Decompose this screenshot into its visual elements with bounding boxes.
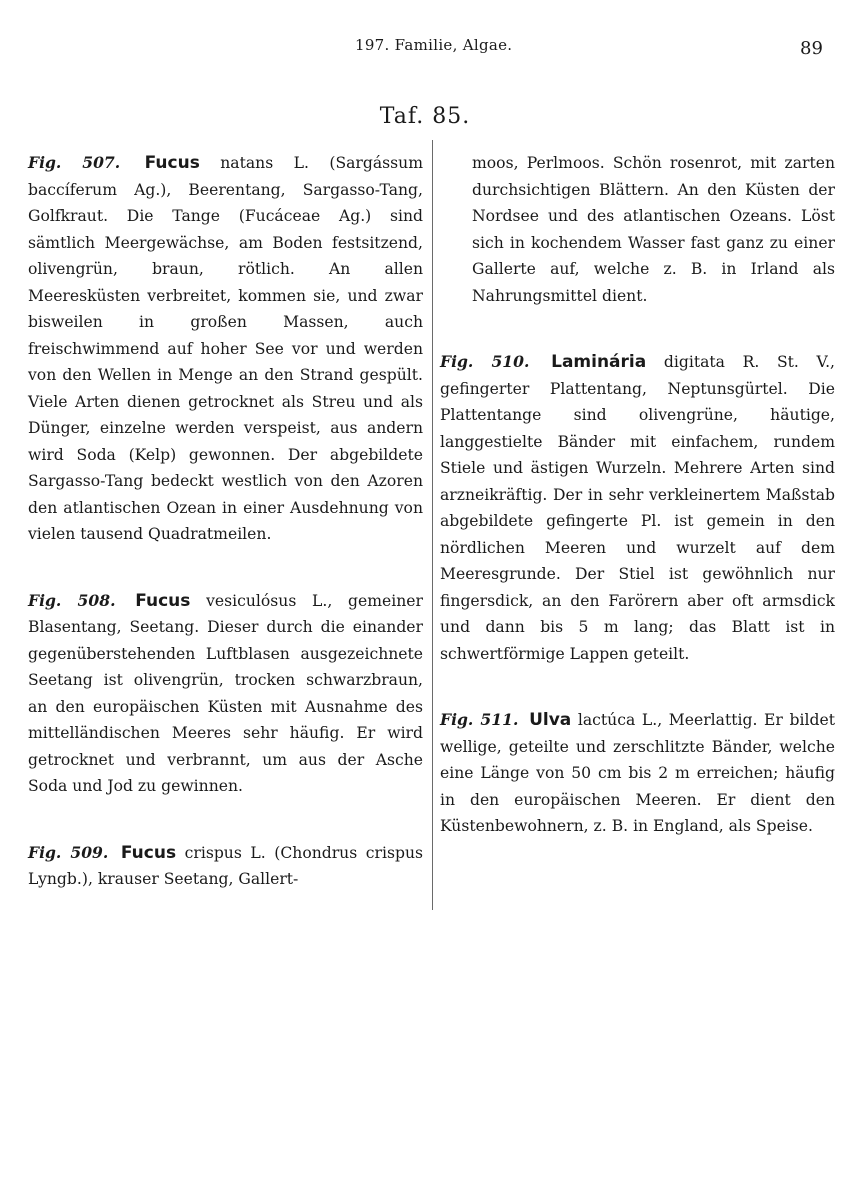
entry-fig-510 [440,349,835,667]
right-column [440,150,835,840]
entry-text: crispus L. (Chondrus crispus Lyngb.), krauser Seetang, Gallert- [28,843,423,888]
fig-label: Fig. 508. [28,590,116,610]
genus-name: Fucus [135,590,191,611]
entry-text: vesiculósus L., gemeiner Blasentang, Seetang. Dieser durch die einander gegenüberstehenden Luftblasen ausgezeichnete Seetang ist olivengrün, trocken schwarzbraun, an den europäischen Küsten mit Ausnahme des mittelländischen Meeres sehr häufig. Er wird getrocknet und verbrannt, um aus der Asche Soda und Jod zu gewinnen. [28,591,423,795]
entry-fig-509 [28,840,423,893]
fig-label: Fig. 510. [440,352,530,371]
column-divider [432,140,433,910]
running-head: 197. Familie, Algae. [355,36,513,54]
entry-text: digitata R. St. V., gefingerter Plattentang, Neptunsgürtel. Die Plattentange sind olivengrüne, häutige, langgestielte Bänder mit einfachem, rundem Stiele und ästigen Wurzeln. Mehrere Arten sind arzneikräftig. Der in sehr verkleinertem Maßstab abgebildete gefingerte Pl. ist gemein in den nördlichen Meeren und wurzelt auf dem Meeresgrunde. Der Stiel ist gewöhnlich nur fingersdick, an den Farörern aber oft armsdick und dann bis 5 m lang; das Blatt ist in schwertförmige Lappen geteilt. [440,353,835,663]
fig-label: Fig. 507. [28,153,121,172]
plate-title: Taf. 85. [379,104,471,129]
fig-label: Fig. 511. [440,710,519,729]
genus-name: Fucus [144,153,200,173]
genus-name: Fucus [120,842,177,863]
entry-fig-509-continuation: moos, Perlmoos. Schön rosenrot, mit zarten durchsichtigen Blättern. An den Küsten der Nordsee und des atlantischen Ozeans. Löst sich in kochendem Wasser fast ganz zu einer Gallerte auf, welche z. B. in Irland als Nahrungsmittel dient. [472,154,835,305]
entry-fig-508 [28,588,423,800]
entry-fig-507 [28,150,423,548]
entry-text: natans L. (Sargássum baccíferum Ag.), Beerentang, Sargasso-Tang, Golfkraut. Die Tange (Fucáceae Ag.) sind sämtlich Meergewächse, am Boden festsitzend, olivengrün, braun, rötlich. An allen Meeresküsten verbreitet, kommen sie, und zwar bisweilen in großen Massen, auch freischwimmend auf hoher See vor und werden von den Wellen in Menge an den Strand gespült. Viele Arten dienen getrocknet als Streu und als Dünger, einzelne werden verspeist, aus andern wird Soda (Kelp) gewonnen. Der abgebildete Sargasso-Tang bedeckt westlich von den Azoren den atlantischen Ozean in einer Ausdehnung von vielen tausend Quadratmeilen. [28,154,423,543]
page-number: 89 [800,38,823,59]
entry-fig-511 [440,707,835,840]
entry-text: lactúca L., Meerlattig. Er bildet wellige, geteilte und zerschlitzte Bänder, welche eine Länge von 50 cm bis 2 m erreichen; häufig in den europäischen Meeren. Er dient den Küstenbewohnern, z. B. in England, als Speise. [440,711,835,835]
genus-name: Laminária [551,352,647,372]
left-column [28,150,423,893]
genus-name: Ulva [529,710,572,730]
fig-label: Fig. 509. [28,842,109,862]
page-header [0,36,850,58]
